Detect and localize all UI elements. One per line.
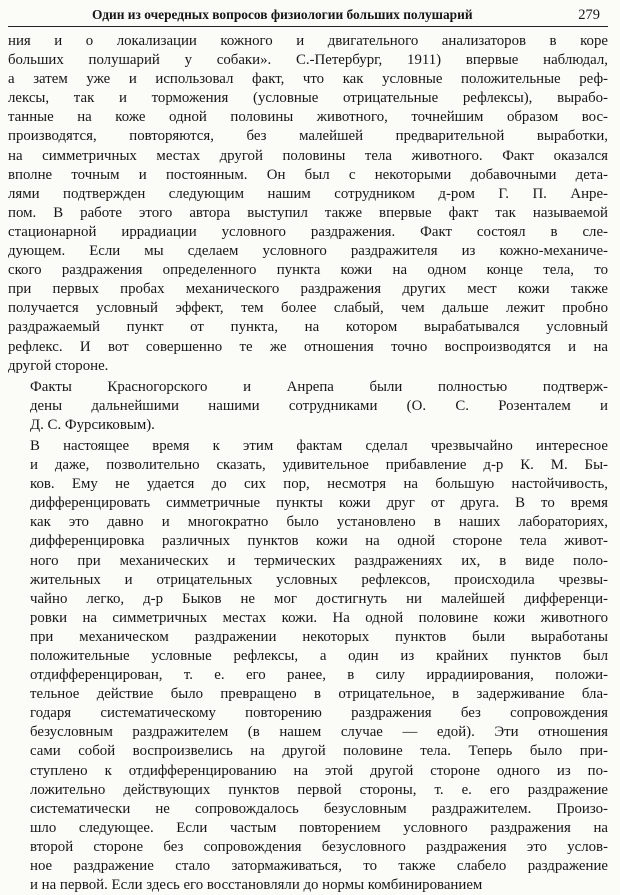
text-line: дифференцировать симметричные пункты кожи друг от друга. В то время xyxy=(30,495,608,512)
text-line: раздражаемый пункт от пункта, на котором вырабатывался условный xyxy=(8,319,608,336)
text-line: В настоящее время к этим фактам сделал чрезвычайно интересное xyxy=(30,437,608,454)
text-line: на симметричных местах другой половины тела животного. Факт оказался xyxy=(8,147,608,164)
text-line: ского раздражения определенного пункта кожи на одном конце тела, то xyxy=(8,262,608,279)
paragraph xyxy=(8,378,608,435)
text-line: и на первой. Если здесь его восстановляли до нормы комбинированием xyxy=(30,877,483,894)
text-line: жительных и отрицательных условных рефлексов, происходила чрезвы- xyxy=(30,571,608,588)
text-line: вполне точным и постоянным. Он был с некоторыми добавочными дета- xyxy=(8,166,608,183)
text-line: чайно легко, д-р Быков не мог достигнуть ни малейшей дифференци- xyxy=(30,590,608,607)
paragraph xyxy=(8,437,608,895)
text-line: лями подтвержден следующим нашим сотрудником д-ром Г. П. Анре- xyxy=(8,185,608,202)
text-line: при механическом раздражении некоторых пунктов были выработаны xyxy=(30,628,608,645)
text-line: дующем. Если мы сделаем условного раздражителя из кожно-механиче- xyxy=(8,243,608,260)
text-line: и даже, позволительно сказать, удивительное прибавление д-р К. М. Бы- xyxy=(30,457,608,474)
text-line: другой стороне. xyxy=(8,357,109,374)
page-number: 279 xyxy=(578,7,600,23)
text-line: как это давно и многократно было установлено в наших лабораториях, xyxy=(30,514,608,531)
text-line: шло следующее. Если частым повторением условного раздражения на xyxy=(30,819,608,836)
running-title: Один из очередных вопросов физиологии больших полушарий xyxy=(92,7,473,22)
text-line: производятся, повторяются, без малейшей предварительной выработки, xyxy=(8,128,608,145)
text-line: получается условный эффект, тем более слабый, чем дальше лежит пробно xyxy=(8,300,608,317)
text-line: ложительно действующих пунктов первой стороны, т. е. его раздражение xyxy=(30,781,608,798)
text-line: ков. Ему не удается до сих пор, несмотря на большую настойчивость, xyxy=(30,476,608,493)
running-header xyxy=(8,6,608,27)
text-line: положительные условные рефлексы, а один из крайних пунктов был xyxy=(30,648,608,664)
text-line: больших полушарий у собаки». С.-Петербург, 1911) впервые наблюдал, xyxy=(8,52,608,69)
text-line: Факты Красногорского и Анрепа были полностью подтверж- xyxy=(30,378,608,395)
paragraph xyxy=(8,32,608,376)
text-line: танные на коже одной половины животного, точнейшим образом вос- xyxy=(8,109,608,126)
text-line: а затем уже и использовал факт, что как условные положительные реф- xyxy=(8,71,608,88)
body-text xyxy=(8,32,608,895)
text-line: пом. В работе этого автора выступил также впервые факт так называемой xyxy=(8,204,608,221)
text-line: рефлекс. И вот совершенно те же отношения точно воспроизводятся и на xyxy=(8,338,608,355)
text-line: ное раздражение стало затормаживаться, то также слабело раздражение xyxy=(30,858,608,875)
text-line: ния и о локализации кожного и двигательного анализаторов в коре xyxy=(8,33,608,49)
text-line: систематически не сопровождалось безусловным раздражителем. Произо- xyxy=(30,800,608,817)
text-line: ступлено к отдифференцированию на этой другой стороне одного из по- xyxy=(30,762,608,779)
text-line: лексы, так и торможения (условные отрицательные рефлексы), вырабо- xyxy=(8,90,608,107)
text-line: безусловным раздражителем (в нашем случае — едой). Эти отношения xyxy=(30,724,608,741)
text-line: при первых пробах механического раздражения других мест кожи также xyxy=(8,281,608,298)
text-line: дены дальнейшими нашими сотрудниками (О. С. Розенталем и xyxy=(30,397,608,414)
text-line: сами собой воспроизвелись на другой половине тела. Теперь было при- xyxy=(30,743,608,760)
text-line: отдифференцирован, т. е. его ранее, в силу иррадиирования, положи- xyxy=(30,667,608,684)
text-line: ного при механических и термических раздражениях их, в виде поло- xyxy=(30,552,608,569)
text-line: годаря систематическому повторению раздражения без сопровождения xyxy=(30,705,608,722)
text-line: ровки на симметричных местах кожи. На одной половине кожи животного xyxy=(30,609,608,626)
text-line: стационарной иррадиации условного раздражения. Факт состоял в сле- xyxy=(8,223,608,240)
text-line: Д. С. Фурсиковым). xyxy=(30,416,155,433)
text-line: дифференцировка различных пунктов кожи на одной стороне тела живот- xyxy=(30,533,608,550)
text-line: второй стороне без сопровождения безусловного раздражения это услов- xyxy=(30,838,608,855)
text-line: тельное действие было превращено в отрицательное, в задерживание бла- xyxy=(30,686,608,703)
